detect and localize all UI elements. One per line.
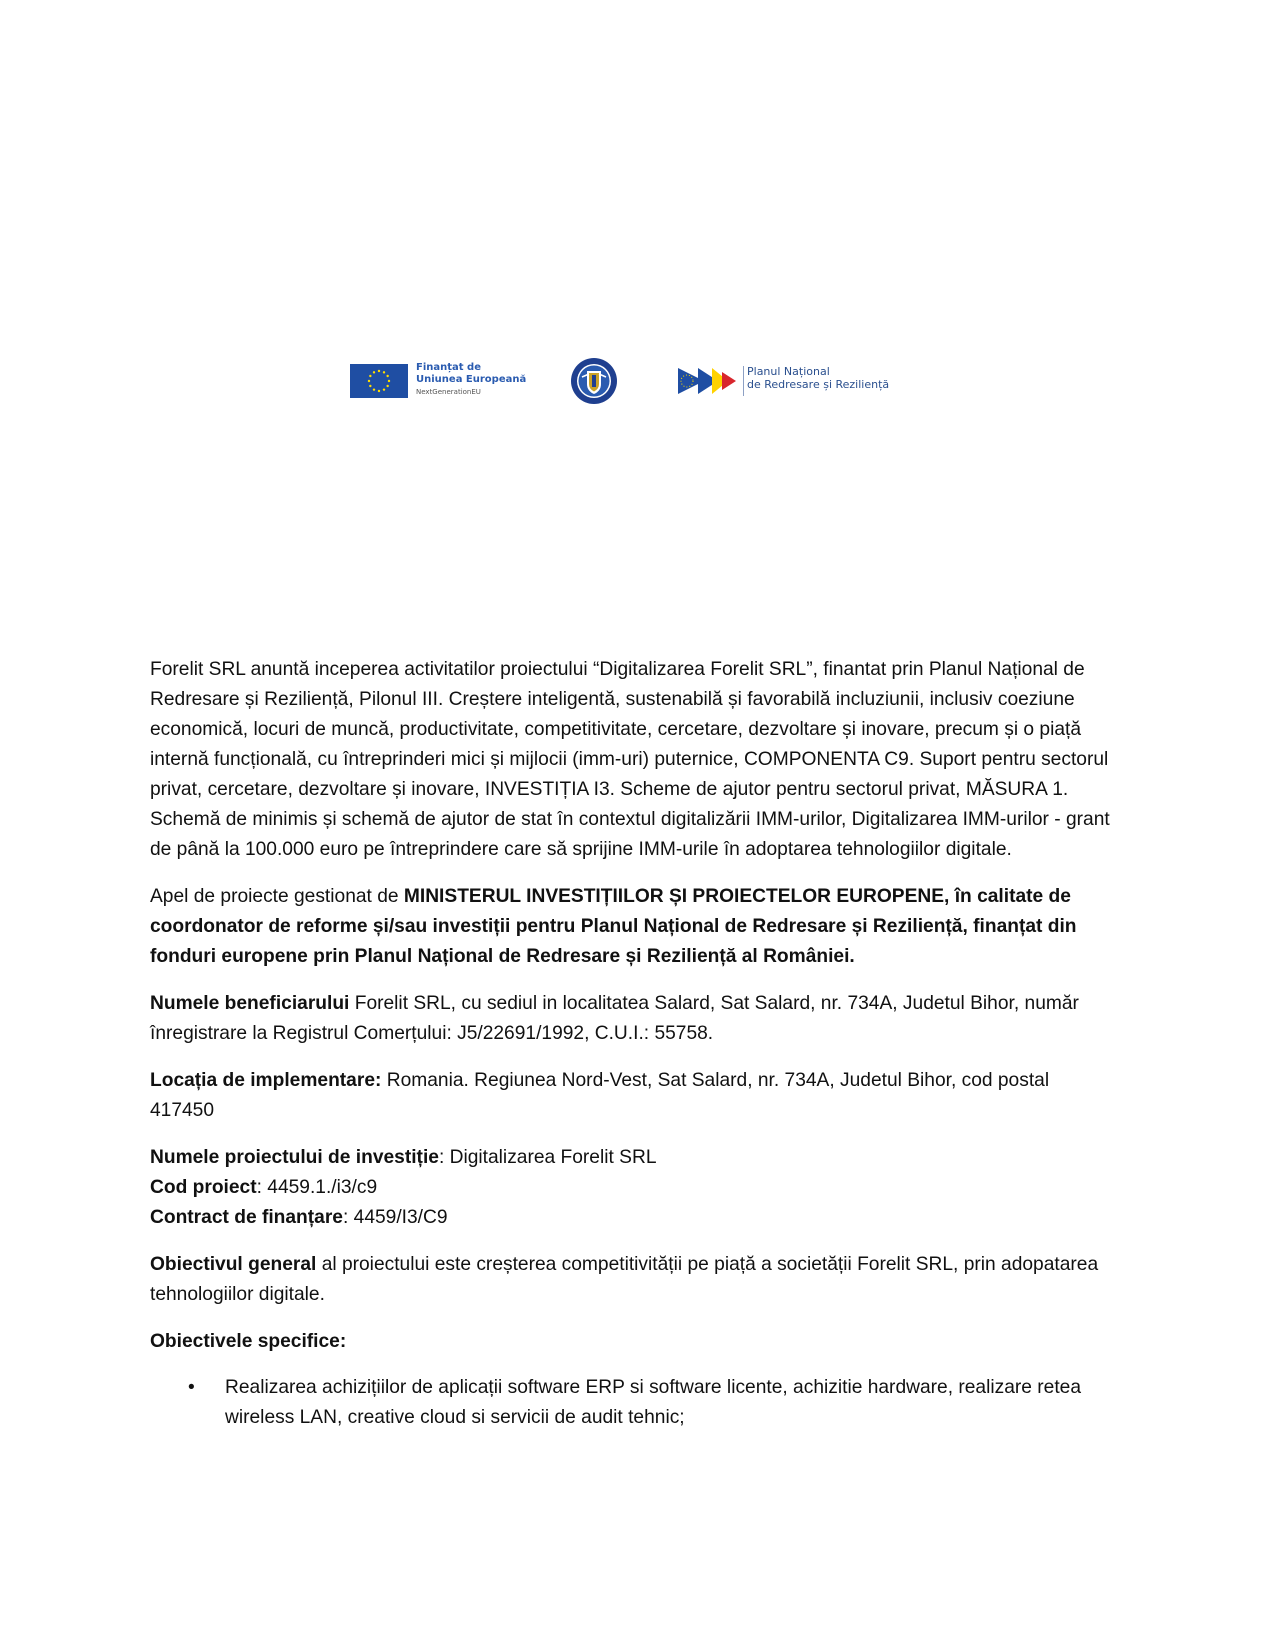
eu-label-line2: Uniunea Europeană [416,374,527,385]
eu-star-icon [373,371,375,373]
general-objective-label: Obiectivul general [150,1254,317,1275]
eu-label-line3: NextGenerationEU [416,388,481,396]
eu-flag-icon [350,364,408,398]
bullet-icon: • [188,1377,195,1398]
romanian-government-crest-icon [570,357,618,405]
eu-star-icon [373,388,375,390]
beneficiary-label: Numele beneficiarului [150,993,350,1014]
specific-objectives-label: Obiectivele specifice: [150,1331,347,1352]
general-objective-value: al proiectului este creșterea competitivității pe piață a societății Forelit SRL, prin adopatarea tehnologiilor digitale. [150,1254,1099,1305]
beneficiary-value: Forelit SRL, cu sediul in localitatea Salard, Sat Salard, nr. 734A, Judetul Bihor, număr înregistrare la Registrul Comerțului: J5/22691/1992, C.U.I.: 55758. [150,993,1079,1044]
eu-star-icon [378,390,380,392]
eu-star-icon [386,375,388,377]
call-paragraph [150,882,1115,972]
call-prefix: Apel de proiecte gestionat de [150,886,404,907]
beneficiary-paragraph [150,989,1115,1049]
pnrr-label-line2: de Redresare și Reziliență [747,378,890,391]
project-name-value: : Digitalizarea Forelit SRL [438,1147,657,1168]
project-name-label: Numele proiectului de investiție [150,1147,439,1168]
eu-star-icon [383,388,385,390]
pnrr-divider [743,366,744,396]
project-code-value: : 4459.1./i3/c9 [256,1177,378,1198]
document-body [150,655,1115,1433]
general-objective-paragraph [150,1250,1115,1310]
financing-contract-label: Contract de finanțare [150,1207,343,1228]
location-label: Locația de implementare: [150,1070,382,1091]
eu-label-line1: Finanțat de [416,362,481,373]
project-code-label: Cod proiect [150,1177,257,1198]
financing-contract-value: : 4459/I3/C9 [342,1207,448,1228]
call-ministry: MINISTERUL INVESTIȚIILOR ȘI PROIECTELOR EUROPENE, în calitate de coordonator de reforme și/sau investiții pentru Planul Național de Redresare și Reziliență, finanțat din fonduri europene prin Planul Național de Redresare și Reziliență al României. [150,886,1077,967]
eu-star-icon [388,380,390,382]
eu-star-icon [369,385,371,387]
pnrr-arrows-icon [678,366,740,396]
pnrr-label [747,365,889,391]
eu-star-icon [378,370,380,372]
pnrr-label-line1: Planul Național [747,365,830,378]
intro-paragraph: Forelit SRL anuntă inceperea activitatilor proiectului “Digitalizarea Forelit SRL”, finantat prin Planul Național de Redresare și Reziliență, Pilonul III. Creștere inteligentă, sustenabilă și favorabilă incluziunii, inclusiv coeziune economică, locuri de muncă, productivitate, competitivitate, cercetare, dezvoltare și inovare, precum și o piață internă funcțională, cu întreprinderi mici și mijlocii (imm-uri) puternice, COMPONENTA C9. Suport pentru sectorul privat, cercetare, dezvoltare și inovare, INVESTIȚIA I3. Scheme de ajutor pentru sectorul privat, MĂSURA 1. Schemă de minimis și schemă de ajutor de stat în contextul digitalizării IMM-urilor, Digitalizarea IMM-urilor - grant de până la 100.000 euro pe întreprindere care să sprijine IMM-urile în adoptarea tehnologiilor digitale. [150,659,1110,860]
eu-funding-label [416,362,526,398]
list-item [150,1373,1115,1433]
location-paragraph [150,1066,1115,1126]
eu-star-icon [368,380,370,382]
location-value: Romania. Regiunea Nord-Vest, Sat Salard, nr. 734A, Judetul Bihor, cod postal 417450 [150,1070,1050,1121]
funding-logos-strip [348,360,928,410]
eu-star-icon [383,371,385,373]
list-item-text: Realizarea achizițiilor de aplicații software ERP si software licente, achizitie hardware, realizare retea wireless LAN, creative cloud si servicii de audit tehnic; [225,1377,1082,1428]
specific-objectives-heading [150,1327,1115,1357]
eu-star-icon [369,375,371,377]
project-info-block [150,1143,1115,1233]
eu-star-icon [386,385,388,387]
specific-objectives-list [150,1373,1115,1433]
